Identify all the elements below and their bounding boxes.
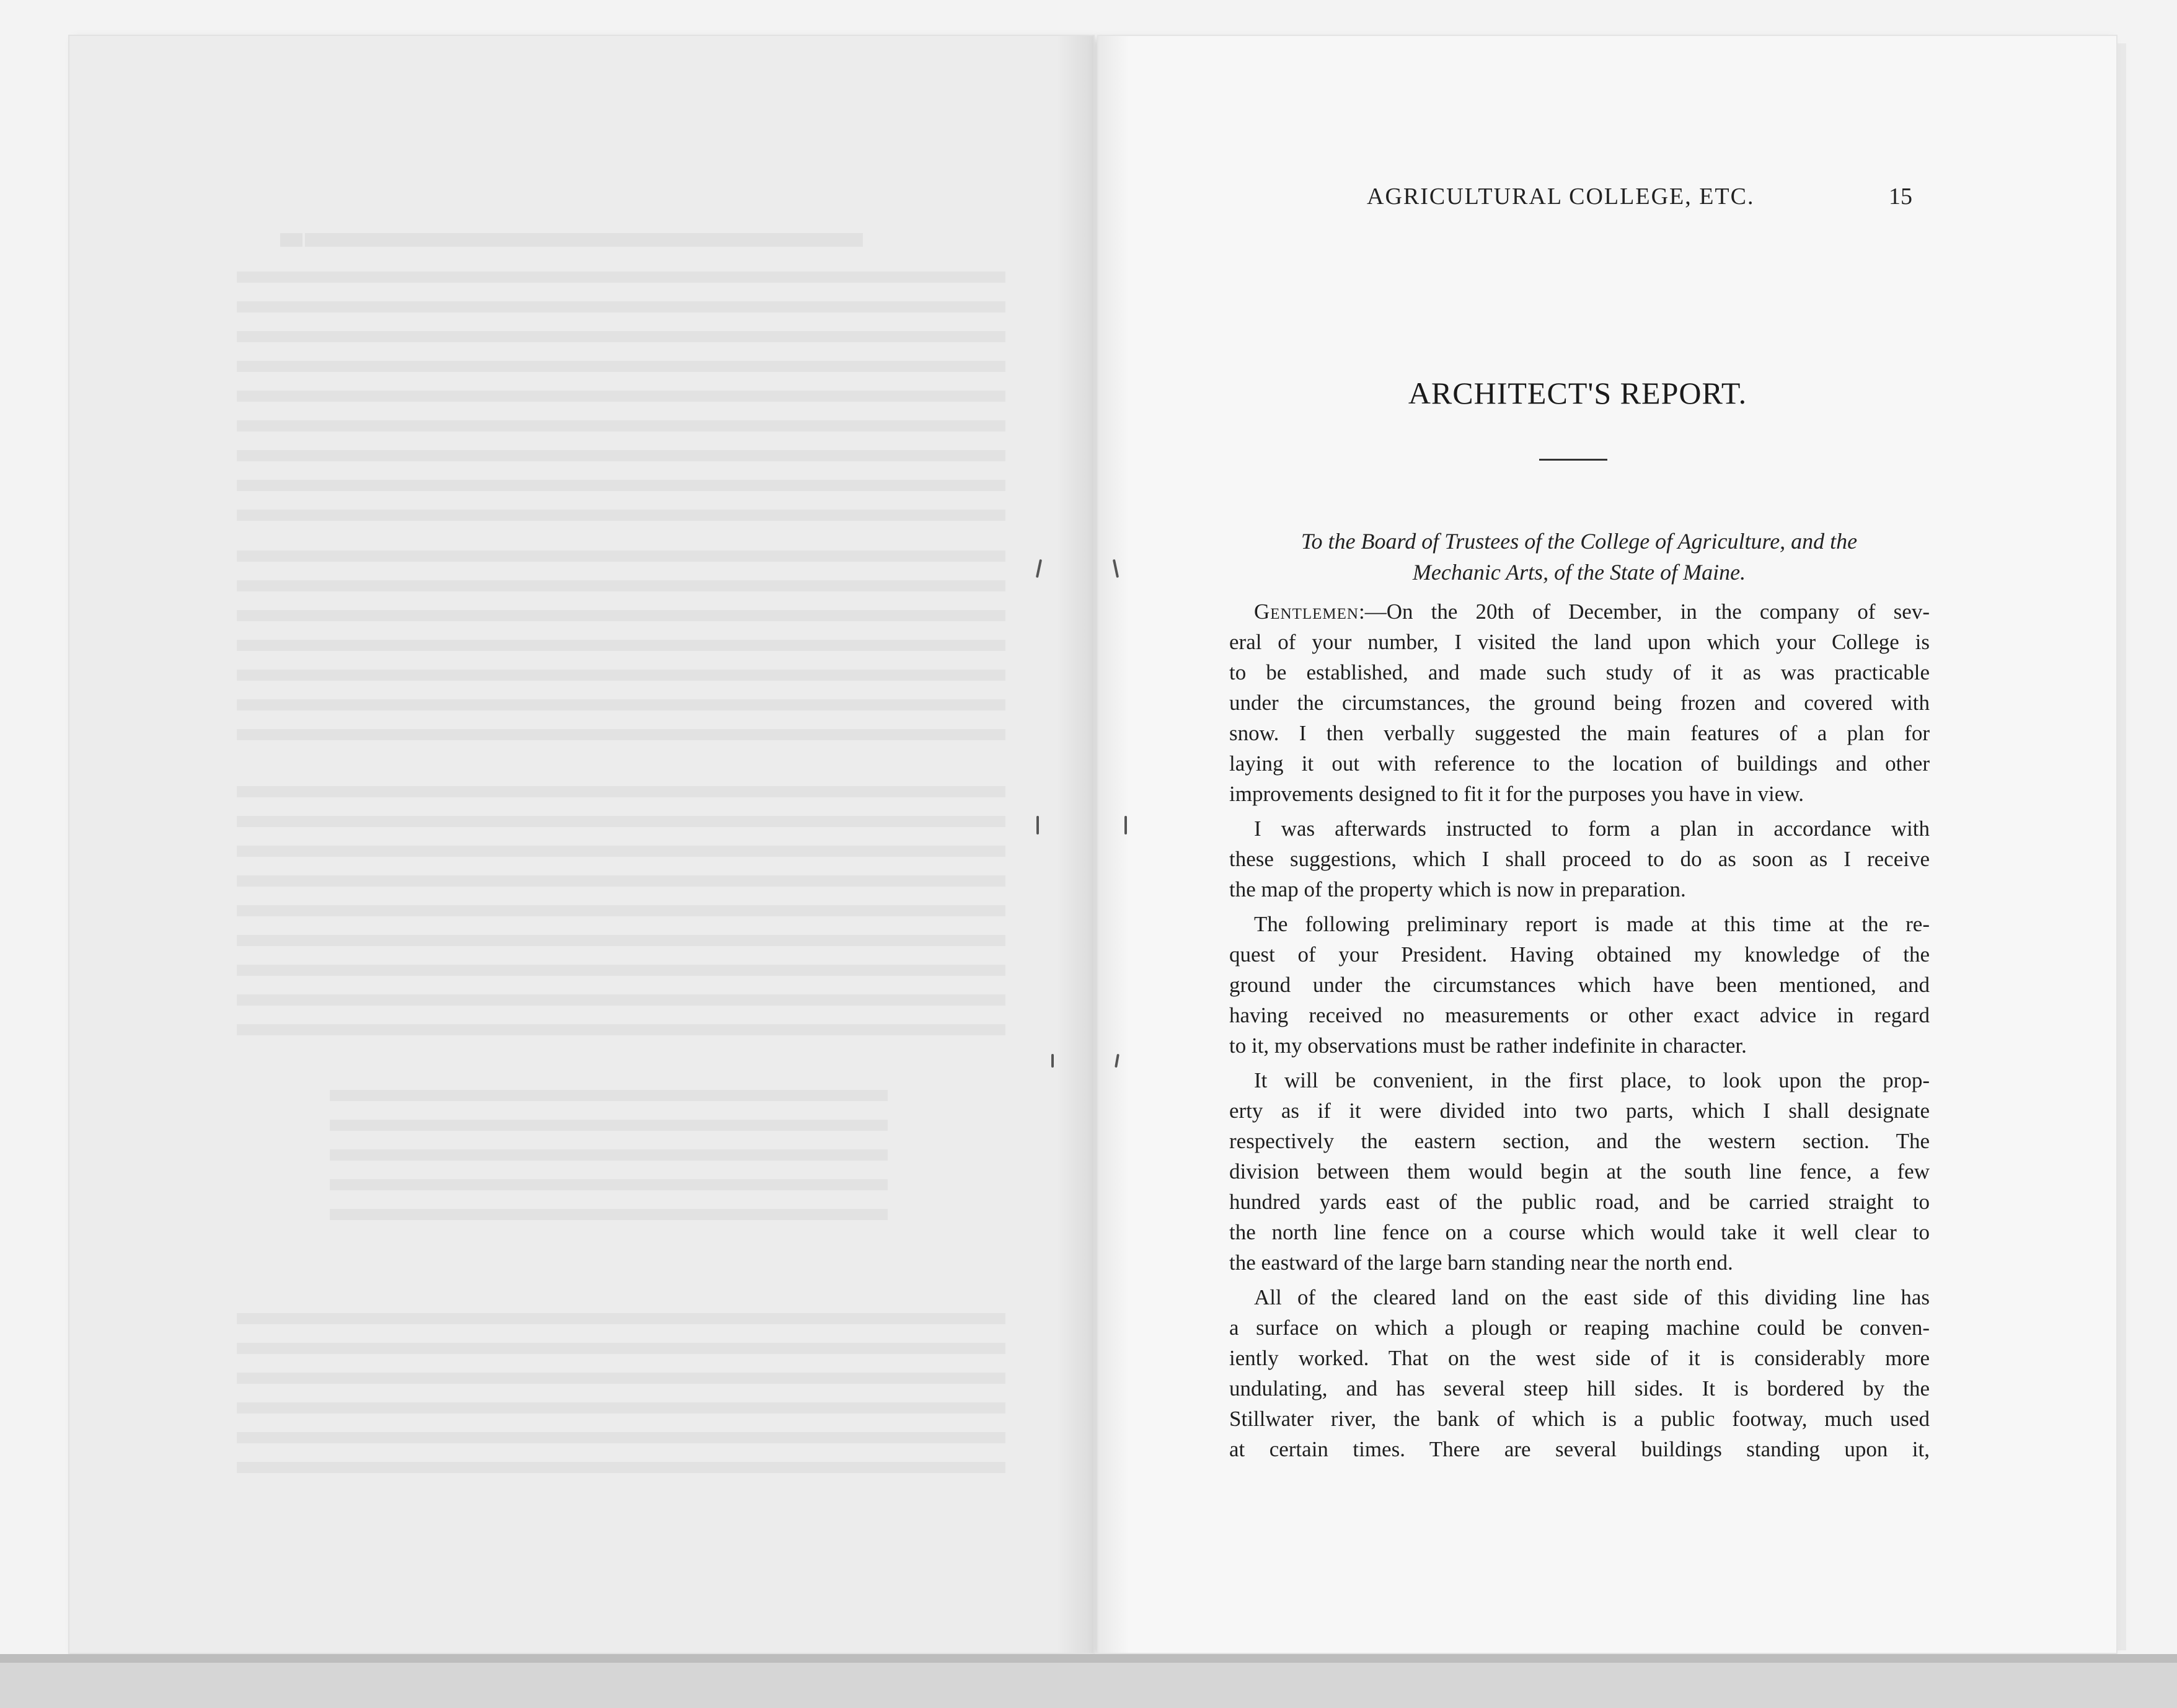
address-line: Mechanic Arts, of the State of Maine. (1412, 560, 1746, 585)
text-line: improvements designed to fit it for the purposes you have in view. (1229, 782, 1804, 806)
text-line: eral of your number, I visited the land upon which your College is (1229, 630, 1930, 654)
text-line: It will be convenient, in the first place, to look upon the prop- (1254, 1068, 1930, 1092)
left-page-bleed-text-block-5 (237, 1313, 1005, 1487)
gutter-mark (1051, 1054, 1054, 1068)
left-page-bleed-header (305, 233, 863, 247)
text-line: respectively the eastern section, and the western section. The (1229, 1129, 1930, 1153)
text-line: at certain times. There are several buildings standing upon it, (1229, 1437, 1930, 1461)
text-line: to it, my observations must be rather indefinite in character. (1229, 1033, 1747, 1058)
paragraph-3 (1229, 909, 1930, 1061)
text-line: hundred yards east of the public road, and be carried straight to (1229, 1190, 1930, 1214)
text-line: having received no measurements or other exact advice in regard (1229, 1003, 1930, 1027)
text-line: undulating, and has several steep hill sides. It is bordered by the (1229, 1376, 1930, 1400)
text-line: under the circumstances, the ground being frozen and covered with (1229, 691, 1930, 715)
text-line: All of the cleared land on the east side of this dividing line has (1254, 1285, 1930, 1309)
text-line: I was afterwards instructed to form a plan in accordance with (1254, 816, 1930, 841)
text-line: to be established, and made such study of it as was practicable (1229, 660, 1930, 684)
paragraph-1 (1229, 596, 1930, 809)
page-number: 15 (1889, 184, 1912, 210)
left-page-bleed-text-block-2 (237, 551, 1005, 755)
text-line: these suggestions, which I shall proceed to do as soon as I receive (1229, 847, 1930, 871)
text-line: The following preliminary report is made at this time at the re- (1254, 912, 1930, 936)
text-line: a surface on which a plough or reaping machine could be conven- (1229, 1316, 1930, 1340)
scanner-bottom-band (0, 1654, 2177, 1708)
running-header: AGRICULTURAL COLLEGE, ETC. (1367, 184, 1755, 210)
text-line: laying it out with reference to the location of buildings and other (1229, 751, 1930, 776)
left-page-bleed-text-block-1 (237, 272, 1005, 532)
gutter-mark (1036, 816, 1039, 834)
salutation: Gentlemen (1254, 600, 1359, 624)
text-line: quest of your President. Having obtained my knowledge of the (1229, 942, 1930, 967)
text-line: ground under the circumstances which have been mentioned, and (1229, 973, 1930, 997)
text-line: erty as if it were divided into two parts, which I shall designate (1229, 1099, 1930, 1123)
text-line: the map of the property which is now in preparation. (1229, 877, 1686, 901)
title-rule (1539, 459, 1607, 461)
report-body (1229, 596, 1930, 1469)
paragraph-2 (1229, 813, 1930, 905)
left-page-bleed-page-number (280, 233, 302, 247)
report-title: ARCHITECT'S REPORT. (1408, 376, 1747, 410)
paragraph-4 (1229, 1065, 1930, 1278)
left-page-bleed-text-block-3 (237, 786, 1005, 1046)
text-line: the north line fence on a course which would take it well clear to (1229, 1220, 1930, 1244)
salutation-continuation: :—On the 20th of December, in the company of sev- (1358, 600, 1930, 624)
left-page-bleed-text-block-4 (330, 1090, 888, 1226)
paragraph-5 (1229, 1282, 1930, 1464)
text-line: the eastward of the large barn standing near the north end. (1229, 1250, 1733, 1275)
text-line: Stillwater river, the bank of which is a public footway, much used (1229, 1407, 1930, 1431)
right-page-edge (2116, 43, 2126, 1650)
address-block (1230, 526, 1928, 588)
text-line: snow. I then verbally suggested the main features of a plan for (1229, 721, 1930, 745)
address-line: To the Board of Trustees of the College of Agriculture, and the (1300, 529, 1858, 554)
text-line (1229, 596, 1930, 627)
left-page (69, 36, 1093, 1653)
text-line: iently worked. That on the west side of it is considerably more (1229, 1346, 1930, 1370)
text-line: division between them would begin at the south line fence, a few (1229, 1159, 1930, 1184)
gutter-mark (1124, 816, 1127, 834)
